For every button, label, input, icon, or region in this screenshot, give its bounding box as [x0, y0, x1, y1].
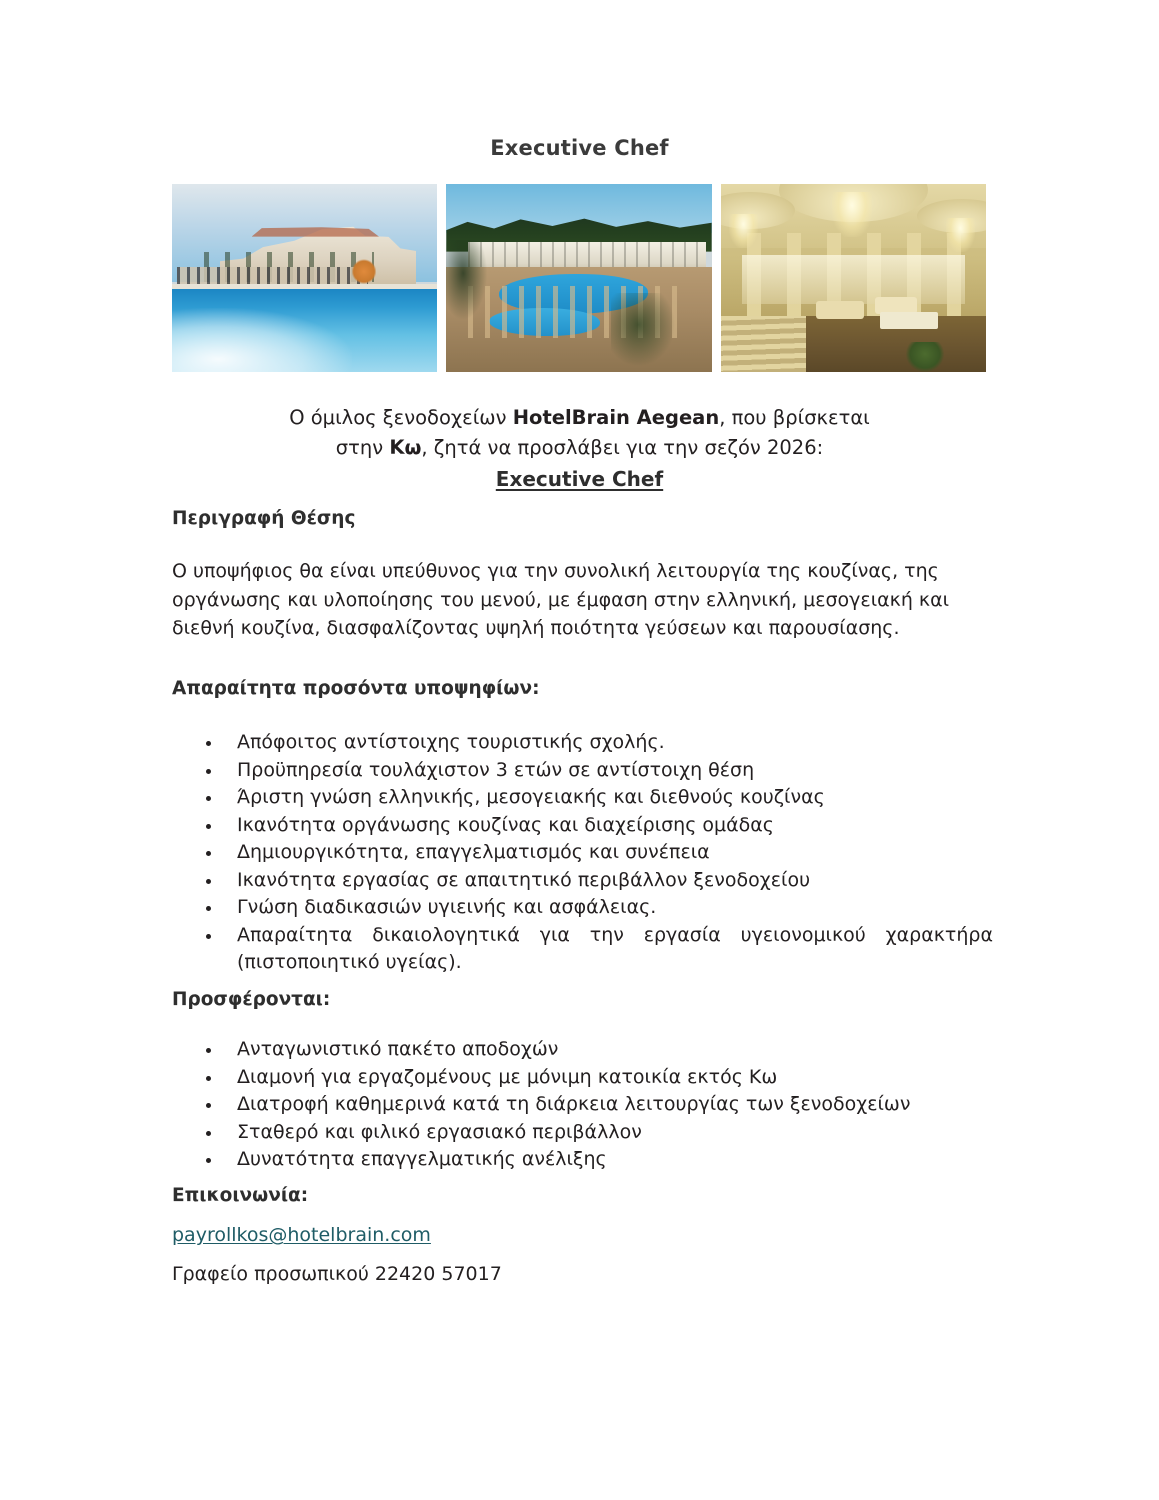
contact-phone: Γραφείο προσωπικού 22420 57017	[172, 1263, 502, 1285]
offers-list	[200, 1036, 960, 1174]
intro-line-2-suffix: , ζητά να προσλάβει για την σεζόν 2026:	[421, 436, 824, 459]
contact-email-link[interactable]: payrollkos@hotelbrain.com	[172, 1224, 431, 1246]
list-item: Διατροφή καθημερινά κατά τη διάρκεια λειτουργίας των ξενοδοχείων	[200, 1091, 960, 1119]
company-name: HotelBrain Aegean	[512, 406, 720, 429]
requirements-list	[200, 729, 993, 977]
job-title-heading: Executive Chef	[495, 467, 664, 491]
page-title: Executive Chef	[490, 136, 669, 160]
contact-heading: Επικοινωνία:	[172, 1185, 309, 1206]
plant-shape	[906, 342, 943, 372]
foreground-palm-shape	[611, 293, 680, 372]
intro-line-1-prefix: Ο όμιλος ξενοδοχείων	[289, 406, 513, 429]
intro-line-2-prefix: στην	[335, 436, 390, 459]
roof-shape	[252, 227, 379, 236]
list-item: Σταθερό και φιλικό εργασιακό περιβάλλον	[200, 1119, 960, 1147]
staircase-shape	[721, 316, 806, 372]
list-item: Διαμονή για εργαζομένους με μόνιμη κατοικία εκτός Κω	[200, 1064, 960, 1092]
list-item: Ικανότητα οργάνωσης κουζίνας και διαχείρισης ομάδας	[200, 812, 960, 840]
list-item: Απαραίτητα δικαιολογητικά για την εργασία υγειονομικού χαρακτήρα (πιστοποιητικό υγείας).	[200, 922, 993, 977]
list-item: Δυνατότητα επαγγελματικής ανέλιξης	[200, 1146, 960, 1174]
intro-paragraph	[0, 403, 1159, 463]
chandelier-icon	[729, 214, 758, 248]
photo-gallery	[172, 184, 986, 372]
orange-tree-shape	[352, 259, 376, 283]
list-item: Άριστη γνώση ελληνικής, μεσογειακής και διεθνούς κουζίνας	[200, 784, 960, 812]
hotel-lobby-photo	[721, 184, 986, 372]
offers-heading: Προσφέρονται:	[172, 989, 331, 1010]
console-table-shape	[880, 312, 938, 329]
chandelier-icon	[832, 192, 872, 237]
list-item: Δημιουργικότητα, επαγγελματισμός και συνέπεια	[200, 839, 960, 867]
list-item: Προϋπηρεσία τουλάχιστον 3 ετών σε αντίστοιχη θέση	[200, 757, 960, 785]
requirements-heading: Απαραίτητα προσόντα υποψηφίων:	[172, 678, 540, 699]
list-item: Ανταγωνιστικό πακέτο αποδοχών	[200, 1036, 960, 1064]
back-wall-shape	[742, 255, 965, 304]
pool-reflection-shape	[172, 308, 352, 372]
description-text: Ο υποψήφιος θα είναι υπεύθυνος για την συνολική λειτουργία της κουζίνας, της οργάνωσης και υλοποίησης του μενού, με έμφαση στην ελληνική, μεσογειακή και διεθνή κουζίνα, διασφαλίζοντας υψηλή ποιότητα γεύσεων και παρουσίασης.	[172, 560, 950, 639]
list-item: Γνώση διαδικασιών υγιεινής και ασφάλειας.	[200, 894, 960, 922]
left-palm-shape	[446, 240, 488, 323]
intro-line-1-suffix: , που βρίσκεται	[719, 406, 870, 429]
chandelier-icon	[946, 218, 975, 252]
sofa-shape	[816, 301, 864, 320]
list-item: Ικανότητα εργασίας σε απαιτητικό περιβάλλον ξενοδοχείου	[200, 867, 960, 895]
list-item: Απόφοιτος αντίστοιχης τουριστικής σχολής.	[200, 729, 960, 757]
description-heading: Περιγραφή Θέσης	[172, 508, 356, 529]
hotel-pool-photo	[172, 184, 437, 372]
resort-aerial-photo	[446, 184, 711, 372]
location-name: Κω	[389, 436, 422, 459]
